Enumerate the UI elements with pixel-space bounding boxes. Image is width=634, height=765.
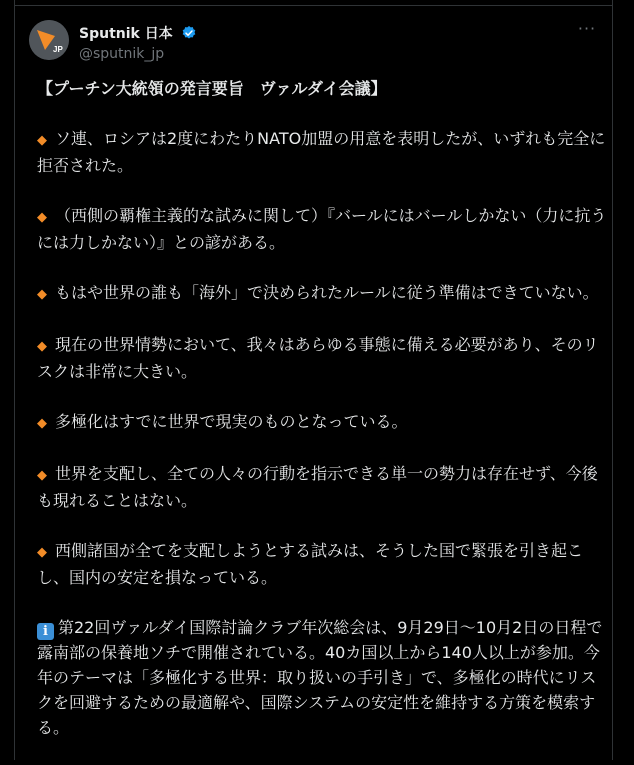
bullet-item: ◆ （西側の覇権主義的な試みに関して）『バールにはバールしかない（力に抗うには力しかない）』との諺がある。 xyxy=(37,206,607,252)
diamond-icon: ◆ xyxy=(37,545,47,560)
post-card xyxy=(14,0,613,760)
bullet-item: ◆ もはや世界の誰も「海外」で決められたルールに従う準備はできていない。 xyxy=(37,283,599,302)
diamond-icon: ◆ xyxy=(37,339,47,354)
bullet-item: ◆ 世界を支配し、全ての人々の行動を指示できる単一の勢力は存在せず、今後も現れることはない。 xyxy=(37,464,598,510)
diamond-icon: ◆ xyxy=(37,287,47,302)
information-icon: i xyxy=(37,623,54,640)
author-handle[interactable]: @sputnik_jp xyxy=(79,45,165,62)
post-header xyxy=(29,20,598,64)
diamond-icon: ◆ xyxy=(37,416,47,431)
bullet-item: ◆ ソ連、ロシアは2度にわたりNATO加盟の用意を表明したが、いずれも完全に拒否された。 xyxy=(37,129,606,175)
bullet-item: ◆ 現在の世界情勢において、我々はあらゆる事態に備える必要があり、そのリスクは非常に大きい。 xyxy=(37,335,599,381)
info-paragraph: i 第22回ヴァルダイ国際討論クラブ年次総会は、9月29日～10月2日の日程で露南部の保養地ソチで開催されている。40カ国以上から140人以上が参加。今年のテーマは「多極化する世界：取り扱いの手引き」で、多極化の時代にリスクを回避するための最適解や、国際システムの安定性を維持する方策を模索する。 xyxy=(37,618,603,737)
diamond-icon: ◆ xyxy=(37,133,47,148)
sputnik-logo-icon xyxy=(29,20,69,60)
divider xyxy=(15,0,612,6)
diamond-icon: ◆ xyxy=(37,210,47,225)
bullet-item: ◆ 多極化はすでに世界で現実のものとなっている。 xyxy=(37,412,408,431)
author-info xyxy=(79,22,197,62)
verified-badge-icon xyxy=(181,25,197,41)
more-options-icon[interactable]: ··· xyxy=(577,19,597,38)
avatar[interactable] xyxy=(29,20,69,60)
post-text xyxy=(37,76,607,765)
diamond-icon: ◆ xyxy=(37,468,47,483)
bullet-item: ◆ 西側諸国が全てを支配しようとする試みは、そうした国で緊張を引き起こし、国内の安定を損なっている。 xyxy=(37,541,584,587)
author-display-name[interactable]: Sputnik 日本 xyxy=(79,25,173,42)
svg-text:JP: JP xyxy=(53,45,63,54)
post-title: 【プーチン大統領の発言要旨 ヴァルダイ会議】 xyxy=(37,79,387,98)
